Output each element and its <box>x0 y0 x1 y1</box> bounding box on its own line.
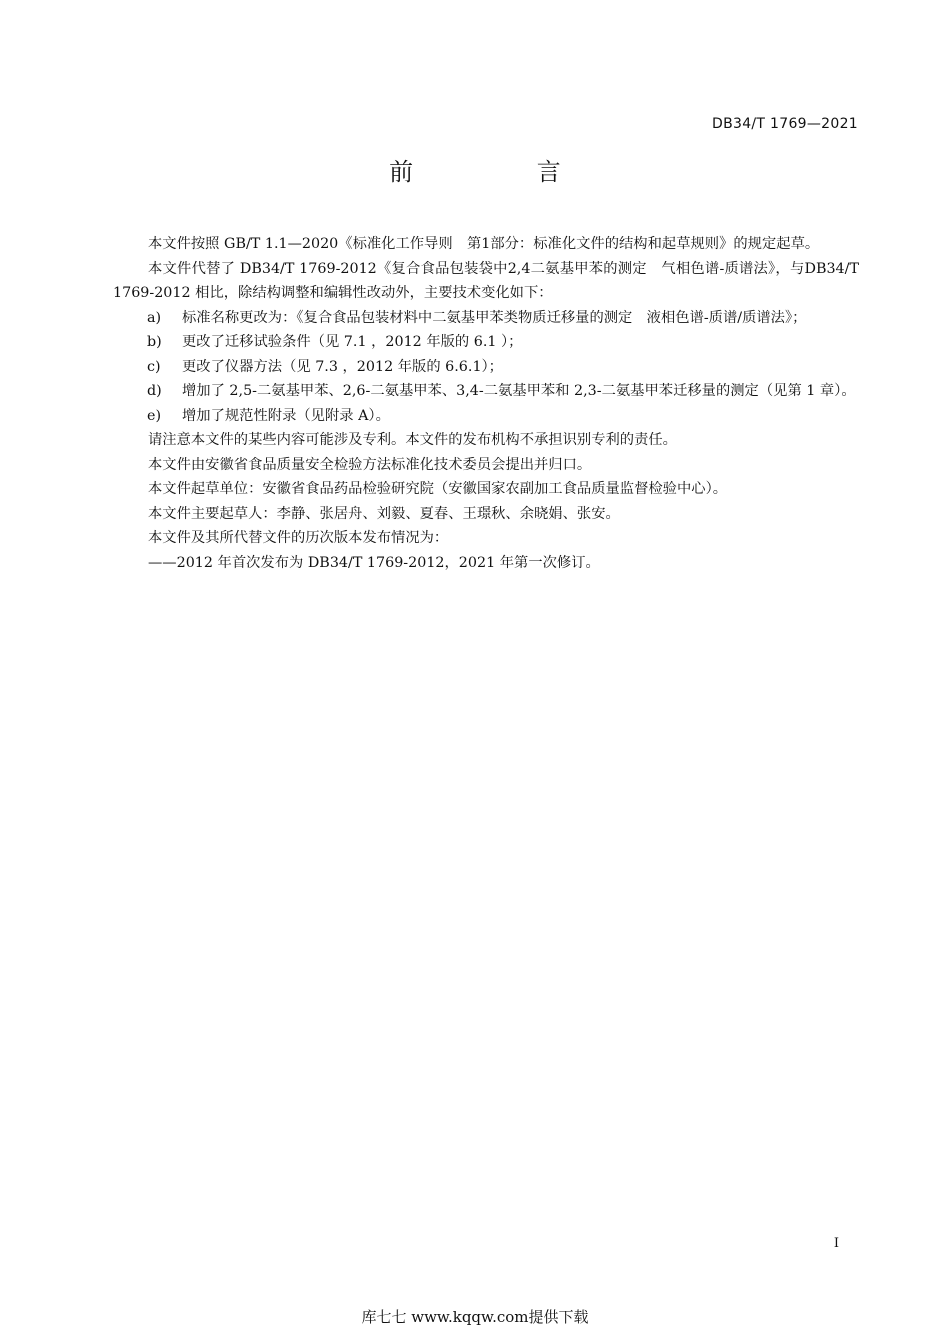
list-marker: d) <box>147 383 162 399</box>
download-watermark: 库七七 www.kqqw.com提供下载 <box>361 1308 589 1326</box>
list-item-text: 更改了迁移试验条件（见 7.1 ，2012 年版的 6.1 ）； <box>182 334 523 350</box>
list-item-text: 增加了 2,5-二氨基甲苯、2,6-二氨基甲苯、3,4-二氨基甲苯和 2,3-二氨基甲苯迁移量的测定（见第 1 章）。 <box>182 383 856 399</box>
list-marker: c) <box>147 358 161 375</box>
paragraph: 本文件按照 GB/T 1.1—2020《标准化工作导则 第1部分：标准化文件的结构和起草规则》的规定起草。 <box>148 236 820 252</box>
page-title: 前 言 <box>389 158 619 186</box>
list-item <box>113 355 859 380</box>
foreword-body <box>113 232 859 575</box>
paragraph: 本文件由安徽省食品质量安全检验方法标准化技术委员会提出并归口。 <box>148 456 592 473</box>
document-code: DB34/T 1769—2021 <box>712 116 858 132</box>
paragraph: 本文件代替了 DB34/T 1769-2012《复合食品包装袋中2,4二氨基甲苯的测定 气相色谱-质谱法》，与DB34/T 1769-2012 相比，除结构调整和编辑性改动外，主要技术变化如下： <box>113 260 859 301</box>
paragraph: 本文件及其所代替文件的历次版本发布情况为： <box>148 530 449 546</box>
list-marker: b) <box>147 334 162 350</box>
paragraph: 请注意本文件的某些内容可能涉及专利。本文件的发布机构不承担识别专利的责任。 <box>148 432 677 448</box>
list-item-text: 更改了仪器方法（见 7.3 ，2012 年版的 6.6.1）； <box>182 358 503 375</box>
page-number: I <box>833 1236 839 1251</box>
list-item <box>113 330 859 355</box>
paragraph: ——2012 年首次发布为 DB34/T 1769-2012，2021 年第一次修订。 <box>148 554 600 571</box>
list-item <box>113 379 859 404</box>
paragraph: 本文件起草单位：安徽省食品药品检验研究院（安徽国家农副加工食品质量监督检验中心）。 <box>148 481 728 497</box>
list-marker: a) <box>147 309 162 326</box>
list-item <box>113 306 859 331</box>
list-marker: e) <box>147 407 162 424</box>
list-item-text: 标准名称更改为：《复合食品包装材料中二氨基甲苯类物质迁移量的测定 液相色谱-质谱/质谱法》； <box>182 309 807 326</box>
list-item-text: 增加了规范性附录（见附录 A）。 <box>182 407 390 424</box>
list-item <box>113 404 859 429</box>
paragraph: 本文件主要起草人：李静、张居舟、刘毅、夏春、王璟秋、余晓娟、张安。 <box>148 505 620 522</box>
